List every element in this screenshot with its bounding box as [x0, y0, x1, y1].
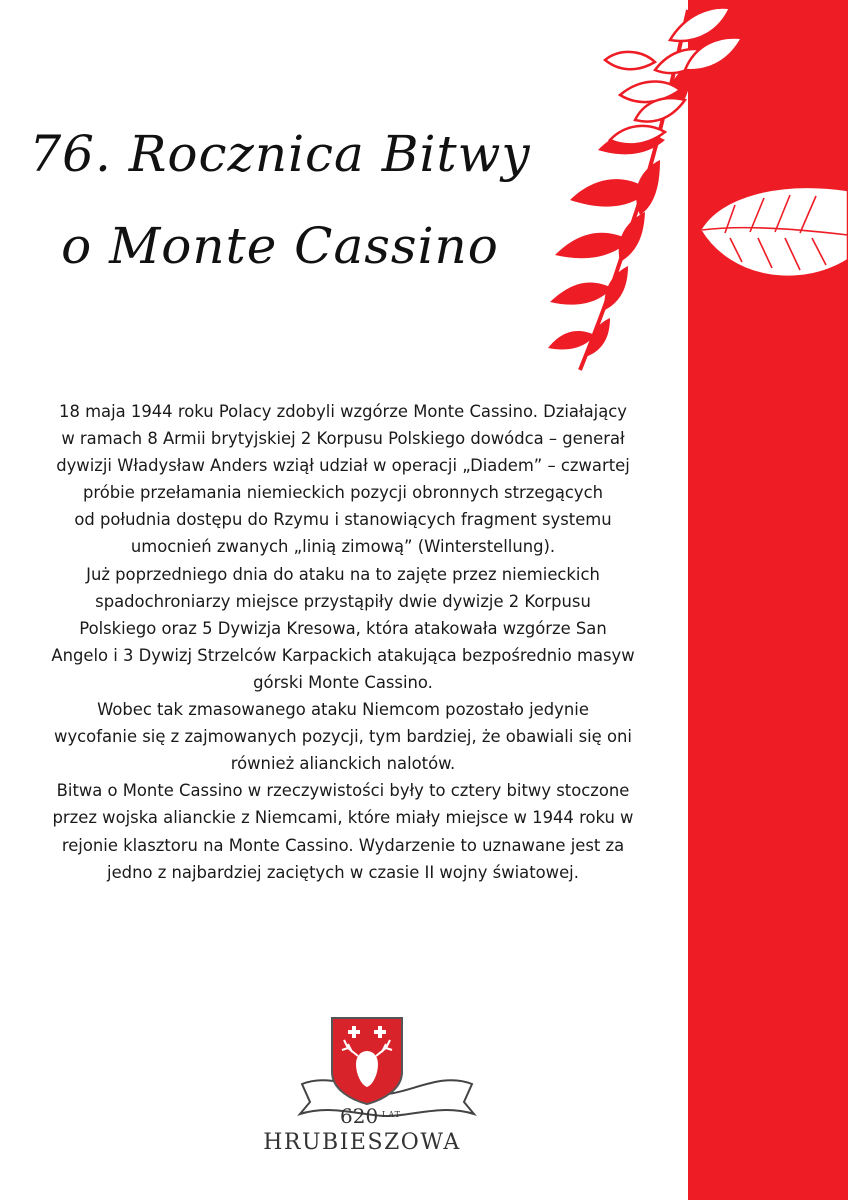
body-line: Polskiego oraz 5 Dywizja Kresowa, która atakowała wzgórze San — [79, 618, 607, 638]
body-line: dywizji Władysław Anders wziął udział w operacji „Diadem” – czwartej — [56, 456, 630, 476]
leaf-branch-illustration — [520, 0, 848, 380]
body-line: górski Monte Cassino. — [253, 672, 433, 692]
article-body — [10, 398, 676, 886]
anniversary-number: 620 — [340, 1104, 379, 1128]
body-line: przez wojska alianckie z Niemcami, które miały miejsce w 1944 roku w — [52, 808, 634, 828]
body-line: wycofanie się z zajmowanych pozycji, tym bardziej, że obawiali się oni — [54, 727, 632, 747]
page-title — [0, 108, 560, 292]
body-line: umocnień zwanych „linią zimową” (Winterstellung). — [130, 537, 556, 557]
body-line: spadochroniarzy miejsce przystąpiły dwie dywizje 2 Korpusu — [95, 591, 591, 611]
title-line-1: 76. Rocznica Bitwy — [29, 125, 531, 183]
body-line: 18 maja 1944 roku Polacy zdobyli wzgórze Monte Cassino. Działający — [59, 402, 627, 421]
body-line: jedno z najbardziej zaciętych w czasie II wojny światowej. — [107, 862, 579, 882]
body-line: Bitwa o Monte Cassino w rzeczywistości były to cztery bitwy stoczone — [56, 781, 630, 801]
body-line: Już poprzedniego dnia do ataku na to zajęte przez niemieckich — [86, 564, 600, 584]
body-line: w ramach 8 Armii brytyjskiej 2 Korpusu Polskiego dowódca – generał — [61, 429, 625, 449]
body-line: Wobec tak zmasowanego ataku Niemcom pozostało jedynie — [97, 700, 589, 720]
body-line: próbie przełamania niemieckich pozycji obronnych strzegących — [82, 483, 604, 503]
body-line: rejonie klasztoru na Monte Cassino. Wydarzenie to uznawane jest za — [61, 835, 625, 855]
body-line: Angelo i 3 Dywizj Strzelców Karpackich atakująca bezpośrednio masyw — [51, 645, 635, 665]
city-name: HRUBIESZOWA — [263, 1130, 461, 1155]
body-line: od południa dostępu do Rzymu i stanowiących fragment systemu — [74, 510, 612, 530]
title-line-2: o Monte Cassino — [61, 217, 499, 275]
anniversary-lat-label: LAT — [382, 1110, 401, 1119]
body-line: również alianckich nalotów. — [230, 754, 456, 774]
